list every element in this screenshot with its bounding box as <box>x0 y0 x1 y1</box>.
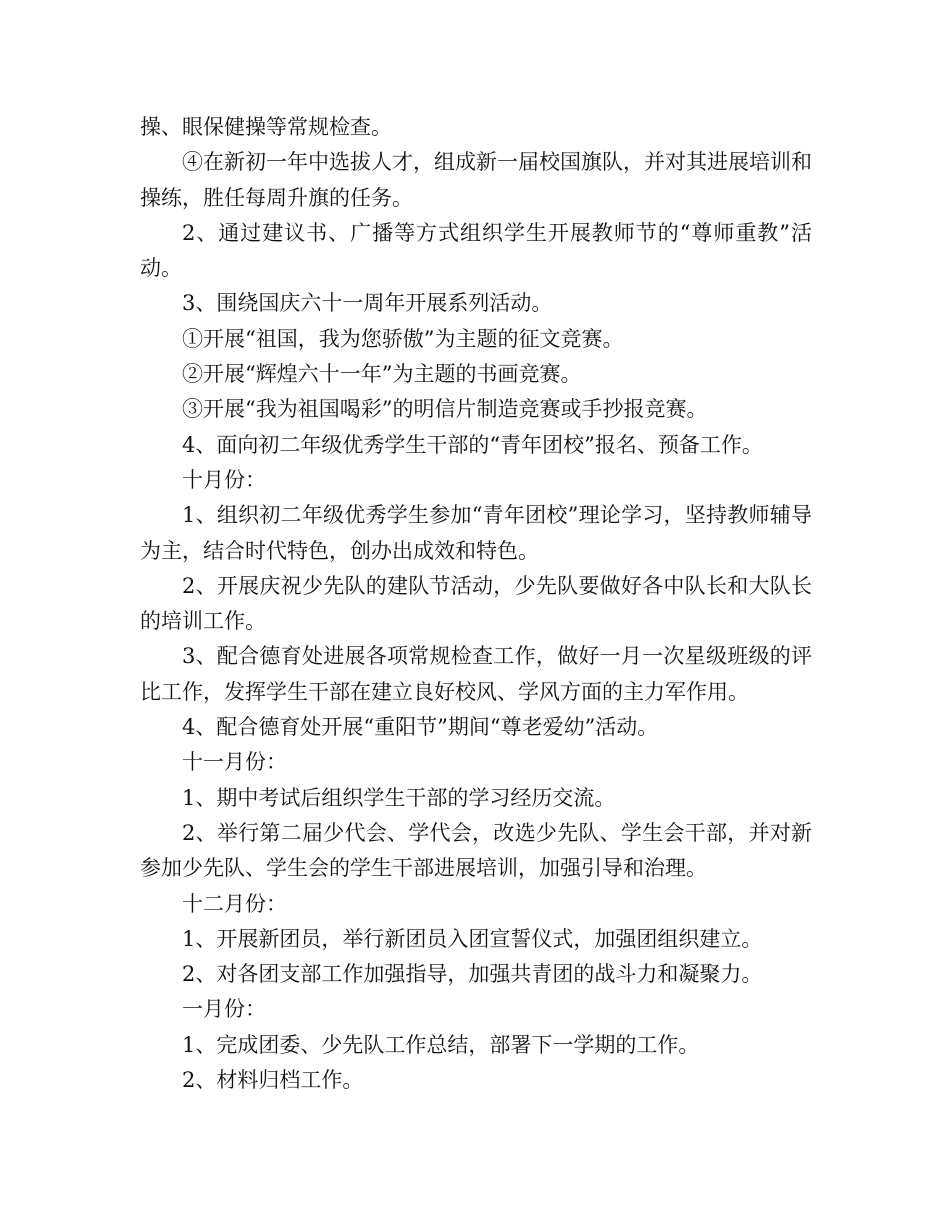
paragraph: ③开展“我为祖国喝彩”的明信片制造竞赛或手抄报竞赛。 <box>182 397 708 422</box>
document-page <box>140 110 812 1098</box>
paragraph: 2、举行第二届少代会、学代会，改选少先队、学生会干部，并对新参加少先队、学生会的学生干部进展培训，加强引导和治理。 <box>140 820 812 881</box>
paragraph: 2、通过建议书、广播等方式组织学生开展教师节的“尊师重教”活动。 <box>140 220 812 281</box>
paragraph: 2、对各团支部工作加强指导，加强共青团的战斗力和凝聚力。 <box>182 962 763 987</box>
section-heading: 一月份： <box>182 997 266 1022</box>
section-heading: 十一月份： <box>182 750 287 775</box>
paragraph: 2、开展庆祝少先队的建队节活动，少先队要做好各中队长和大队长的培训工作。 <box>140 573 812 634</box>
paragraph: 1、开展新团员，举行新团员入团宣誓仪式，加强团组织建立。 <box>182 926 763 951</box>
paragraph: 1、完成团委、少先队工作总结，部署下一学期的工作。 <box>182 1032 700 1057</box>
paragraph: 3、配合德育处进展各项常规检查工作，做好一月一次星级班级的评比工作，发挥学生干部在建立良好校风、学风方面的主力军作用。 <box>140 644 812 704</box>
paragraph: 4、配合德育处开展“重阳节”期间“尊老爱幼”活动。 <box>182 715 659 740</box>
paragraph: 操、眼保健操等常规检查。 <box>140 115 392 139</box>
paragraph: ①开展“祖国，我为您骄傲”为主题的征文竞赛。 <box>182 326 624 351</box>
paragraph: ④在新初一年中选拔人才，组成新一届校国旗队，并对其进展培训和操练，胜任每周升旗的任务。 <box>140 150 812 210</box>
paragraph: 4、面向初二年级优秀学生干部的“青年团校”报名、预备工作。 <box>182 432 763 457</box>
paragraph: 1、组织初二年级优秀学生参加“青年团校”理论学习，坚持教师辅导为主，结合时代特色，创办出成效和特色。 <box>140 503 812 563</box>
paragraph: 2、材料归档工作。 <box>182 1068 364 1093</box>
paragraph: 3、围绕国庆六十一周年开展系列活动。 <box>182 291 553 316</box>
section-heading: 十二月份： <box>182 891 287 916</box>
paragraph: ②开展“辉煌六十一年”为主题的书画竞赛。 <box>182 362 582 387</box>
paragraph: 1、期中考试后组织学生干部的学习经历交流。 <box>182 785 616 810</box>
section-heading: 十月份： <box>182 467 266 492</box>
